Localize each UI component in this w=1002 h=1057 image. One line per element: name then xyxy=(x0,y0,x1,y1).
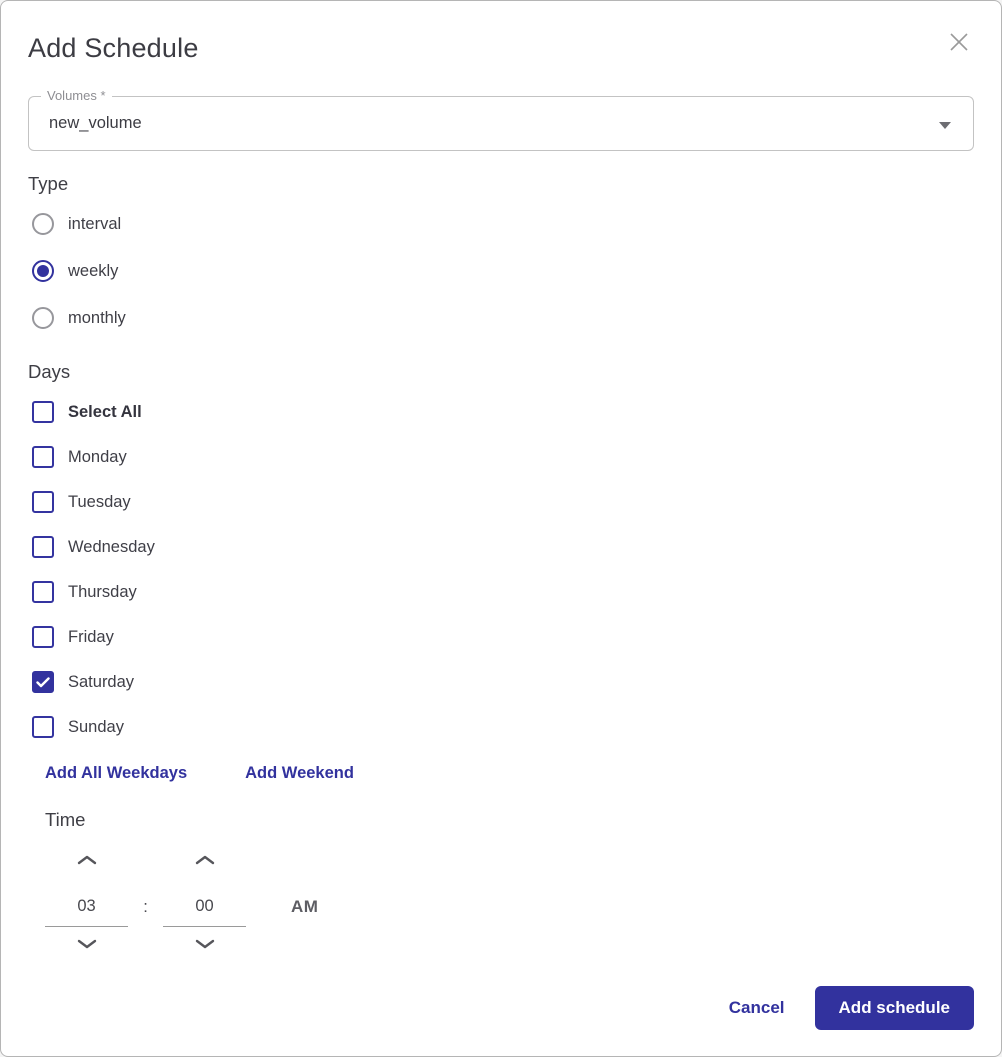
radio-icon xyxy=(32,213,54,235)
checkbox-option-tuesday[interactable] xyxy=(32,485,974,519)
checkbox-icon xyxy=(32,401,54,423)
dialog-header xyxy=(28,27,974,64)
meridiem-label: AM xyxy=(291,897,319,916)
checkbox-icon xyxy=(32,716,54,738)
checkbox-icon xyxy=(32,536,54,558)
checkbox-option-monday[interactable] xyxy=(32,440,974,474)
dialog-title: Add Schedule xyxy=(28,33,199,63)
checkbox-option-label: Thursday xyxy=(68,582,137,601)
checkbox-option-label: Saturday xyxy=(68,672,135,691)
checkbox-option-label: Monday xyxy=(68,447,127,466)
radio-icon xyxy=(32,307,54,329)
minute-decrement-button[interactable] xyxy=(163,927,246,963)
close-button[interactable] xyxy=(944,29,974,59)
checkbox-icon xyxy=(32,671,54,693)
spacer xyxy=(128,845,163,877)
checkbox-option-label: Wednesday xyxy=(68,537,155,556)
hour-decrement-button[interactable] xyxy=(45,927,128,963)
hour-input[interactable]: 03 xyxy=(45,877,128,927)
cancel-button[interactable]: Cancel xyxy=(728,998,785,1017)
chevron-up-icon xyxy=(195,852,215,870)
checkbox-icon xyxy=(32,491,54,513)
radio-option-label: interval xyxy=(68,214,122,233)
chevron-down-icon xyxy=(939,122,951,129)
spacer xyxy=(128,927,163,963)
time-separator: : xyxy=(143,898,148,916)
days-section-label: Days xyxy=(28,361,71,382)
radio-option-interval[interactable] xyxy=(32,207,974,241)
checkbox-icon xyxy=(32,446,54,468)
spacer xyxy=(246,927,974,963)
checkbox-icon xyxy=(32,581,54,603)
time-section-label: Time xyxy=(45,809,86,830)
add-all-weekdays-link[interactable]: Add All Weekdays xyxy=(45,764,188,782)
add-weekend-link[interactable]: Add Weekend xyxy=(245,764,354,782)
checkbox-icon xyxy=(32,626,54,648)
hour-increment-button[interactable] xyxy=(45,845,128,877)
volumes-select-value: new_volume xyxy=(49,114,142,132)
checkbox-option-thursday[interactable] xyxy=(32,575,974,609)
days-checkbox-group xyxy=(32,395,974,744)
checkbox-option-label: Friday xyxy=(68,627,114,646)
radio-option-label: weekly xyxy=(68,261,119,280)
type-section-label: Type xyxy=(28,173,69,194)
radio-option-weekly[interactable] xyxy=(32,254,974,288)
dialog-footer xyxy=(729,986,974,1030)
checkbox-option-label: Tuesday xyxy=(68,492,131,511)
minute-input[interactable]: 00 xyxy=(163,877,246,927)
close-icon xyxy=(948,31,970,58)
checkbox-option-friday[interactable] xyxy=(32,620,974,654)
add-schedule-button[interactable]: Add schedule xyxy=(815,986,974,1030)
radio-icon xyxy=(32,260,54,282)
quick-links-row xyxy=(45,764,974,783)
time-picker xyxy=(45,845,974,963)
chevron-up-icon xyxy=(77,852,97,870)
volumes-select-label: Volumes * xyxy=(41,88,112,103)
checkbox-option-sunday[interactable] xyxy=(32,710,974,744)
radio-option-monthly[interactable] xyxy=(32,301,974,335)
chevron-down-icon xyxy=(195,936,215,954)
spacer xyxy=(246,845,974,877)
checkbox-option-wednesday[interactable] xyxy=(32,530,974,564)
volumes-select[interactable] xyxy=(28,88,974,151)
checkbox-option-label: Select All xyxy=(68,402,142,421)
type-radio-group xyxy=(32,207,974,335)
checkbox-option-select-all[interactable] xyxy=(32,395,974,429)
checkbox-option-saturday[interactable] xyxy=(32,665,974,699)
checkbox-option-label: Sunday xyxy=(68,717,124,736)
radio-option-label: monthly xyxy=(68,308,126,327)
chevron-down-icon xyxy=(77,936,97,954)
minute-increment-button[interactable] xyxy=(163,845,246,877)
